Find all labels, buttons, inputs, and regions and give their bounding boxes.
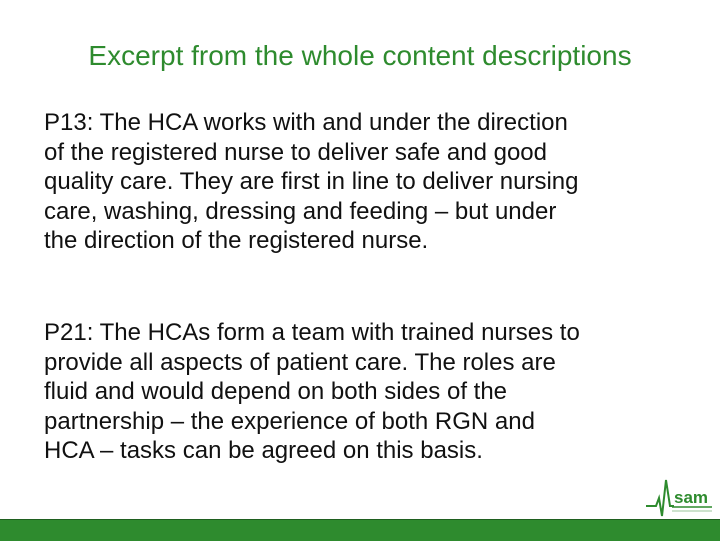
- sam-logo: [644, 476, 714, 518]
- slide-title: Excerpt from the whole content descriptions: [88, 40, 632, 71]
- heartbeat-line-icon: [644, 476, 714, 518]
- paragraph-p13: P13: The HCA works with and under the direction of the registered nurse to deliver safe and good quality care. They are first in line to deliver nursing care, washing, dressing and feeding – but under the direction of the registered nurse.: [44, 109, 579, 255]
- paragraph-p21: P21: The HCAs form a team with trained nurses to provide all aspects of patient care. The roles are fluid and would depend on both sides of the partnership – the experience of both RGN and HCA – tasks can be agreed on this basis.: [44, 319, 580, 465]
- logo-text: sam: [674, 488, 709, 507]
- footer-bar: [0, 519, 720, 541]
